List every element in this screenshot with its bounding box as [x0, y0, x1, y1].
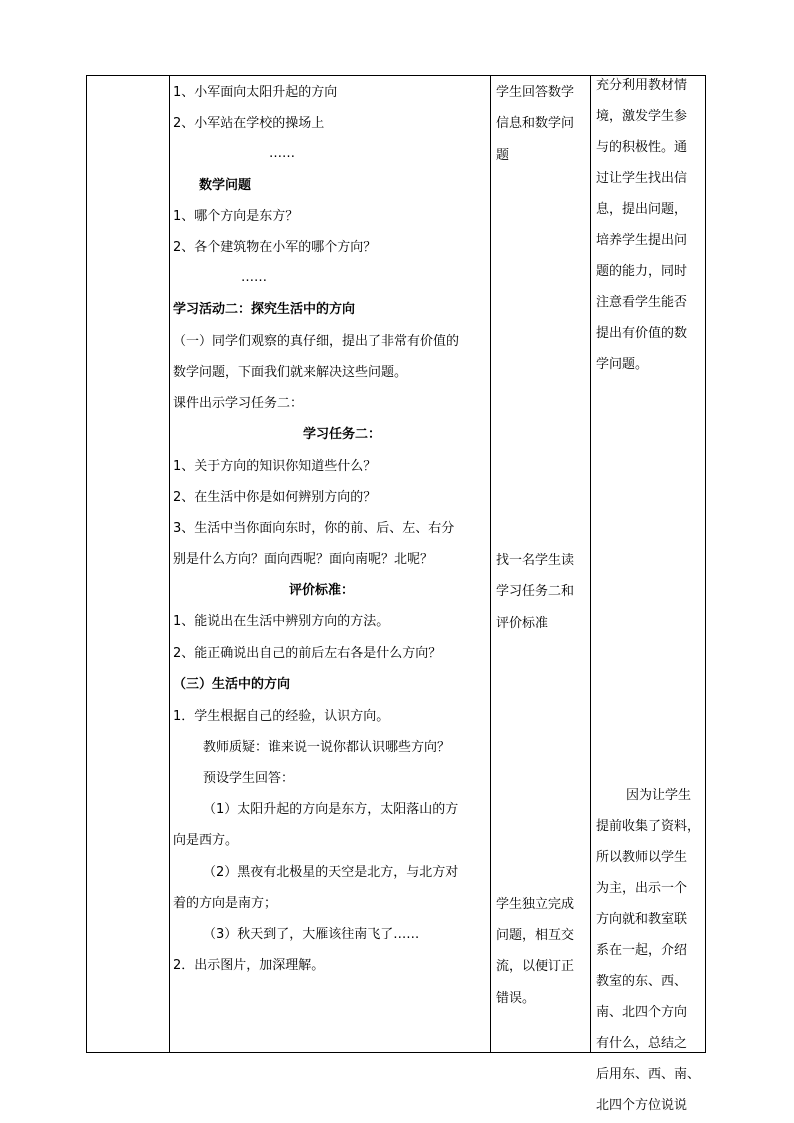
- content-text-line: 数学问题，下面我们就来解决这些问题。: [173, 365, 408, 380]
- student-activity-line: 学生回答数学: [496, 85, 575, 100]
- content-text-line: 1、哪个方向是东方？: [173, 209, 299, 224]
- design-intent-line: 后用东、西、南、: [596, 1067, 701, 1082]
- content-text-line: 2、小军站在学校的操场上: [173, 116, 325, 131]
- student-activity-line: 找一名学生读: [496, 553, 575, 568]
- design-intent-line: 过让学生找出信: [596, 171, 688, 186]
- content-text-line: ……: [241, 270, 267, 285]
- column-divider: [169, 76, 170, 1052]
- design-intent-line: 所以教师以学生: [596, 850, 688, 865]
- content-text-line: 1、关于方向的知识你知道些什么？: [173, 459, 377, 474]
- content-text-line: 2、能正确说出自己的前后左右各是什么方向？: [173, 646, 442, 661]
- column-divider: [490, 76, 491, 1052]
- content-text-line: 向是西方。: [173, 833, 239, 848]
- content-text-line: （3）秋天到了，大雁该往南飞了……: [203, 927, 420, 942]
- content-text-line: （三）生活中的方向: [173, 677, 291, 692]
- student-activity-line: 学生独立完成: [496, 897, 575, 912]
- content-text-line: ……: [269, 146, 295, 161]
- design-intent-line: 因为让学生: [626, 788, 692, 803]
- content-text-line: 3、生活中当你面向东时，你的前、后、左、右分: [173, 521, 455, 536]
- design-intent-line: 教室的东、西、: [596, 974, 688, 989]
- content-text-line: 着的方向是南方；: [173, 896, 278, 911]
- design-intent-line: 境，激发学生参: [596, 109, 688, 124]
- design-intent-line: 提前收集了资料，: [596, 819, 701, 834]
- design-intent-line: 充分利用教材情: [596, 78, 688, 93]
- content-text-line: （1）太阳升起的方向是东方，太阳落山的方: [203, 802, 459, 817]
- design-intent-line: 方向就和教室联: [596, 912, 688, 927]
- content-text-line: 课件出示学习任务二：: [173, 396, 304, 411]
- student-activity-line: 信息和数学问: [496, 116, 575, 131]
- content-text-line: （一）同学们观察的真仔细，提出了非常有价值的: [173, 334, 460, 349]
- content-text-line: 1、小军面向太阳升起的方向: [173, 85, 338, 100]
- student-activity-line: 学习任务二和: [496, 584, 575, 599]
- design-intent-line: 题的能力，同时: [596, 264, 688, 279]
- student-activity-line: 流，以便订正: [496, 959, 575, 974]
- content-text-line: 2．出示图片，加深理解。: [173, 958, 325, 973]
- content-text-line: 2、在生活中你是如何辨别方向的？: [173, 490, 377, 505]
- student-activity-line: 题: [496, 148, 510, 163]
- column-divider: [590, 76, 591, 1052]
- design-intent-line: 培养学生提出问: [596, 233, 688, 248]
- content-text-line: 2、各个建筑物在小军的哪个方向？: [173, 240, 377, 255]
- content-text-line: 学习活动二：探究生活中的方向: [173, 302, 356, 317]
- content-text-line: 别是什么方向？面向西呢？面向南呢？北呢？: [173, 552, 434, 567]
- design-intent-line: 北四个方位说说: [596, 1098, 688, 1113]
- student-activity-line: 问题，相互交: [496, 928, 575, 943]
- content-text-line: 学习任务二：: [303, 427, 382, 442]
- content-text-line: 1．学生根据自己的经验，认识方向。: [173, 709, 390, 724]
- design-intent-line: 为主，出示一个: [596, 881, 688, 896]
- design-intent-line: 与的积极性。通: [596, 140, 688, 155]
- design-intent-line: 系在一起，介绍: [596, 943, 688, 958]
- design-intent-line: 学问题。: [596, 357, 649, 372]
- student-activity-line: 评价标准: [496, 616, 549, 631]
- design-intent-line: 南、北四个方向: [596, 1005, 688, 1020]
- content-text-line: 数学问题: [199, 178, 252, 193]
- content-text-line: 评价标准：: [289, 583, 355, 598]
- content-text-line: （2）黑夜有北极星的天空是北方，与北方对: [203, 865, 459, 880]
- design-intent-line: 提出有价值的数: [596, 326, 688, 341]
- design-intent-line: 有什么，总结之: [596, 1036, 688, 1051]
- design-intent-line: 注意看学生能否: [596, 295, 688, 310]
- student-activity-line: 错误。: [496, 991, 536, 1006]
- content-text-line: 1、能说出在生活中辨别方向的方法。: [173, 614, 390, 629]
- content-text-line: 预设学生回答：: [203, 771, 295, 786]
- content-text-line: 教师质疑：谁来说一说你都认识哪些方向？: [203, 740, 451, 755]
- design-intent-line: 息，提出问题，: [596, 202, 688, 217]
